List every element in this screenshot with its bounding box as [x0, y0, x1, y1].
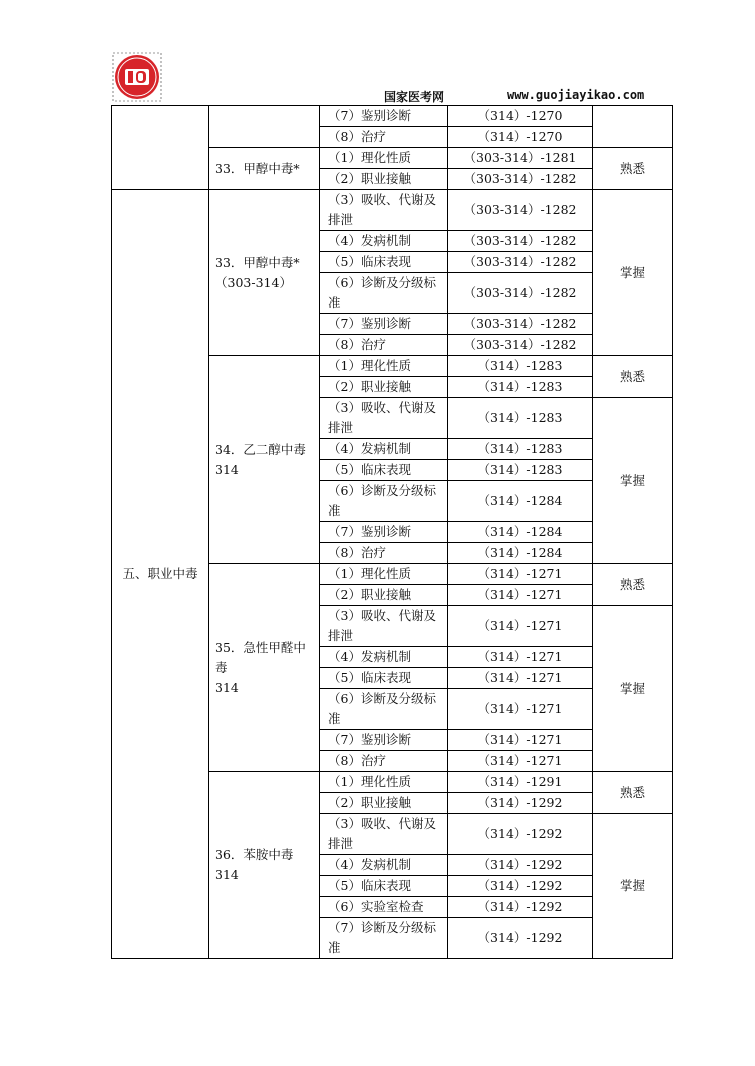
- code-cell: （314）-1271: [448, 689, 593, 730]
- disease-code: 314: [215, 461, 239, 477]
- site-url[interactable]: www.guojiayikao.com: [507, 88, 645, 102]
- code-cell: （314）-1292: [448, 897, 593, 918]
- item-line: 排泄: [328, 420, 354, 435]
- item-line: （6）诊断及分级标: [328, 483, 436, 498]
- code-cell: （303-314）-1282: [448, 252, 593, 273]
- item-line: 排泄: [328, 628, 354, 643]
- item-cell: （5）临床表现: [320, 460, 448, 481]
- item-cell: （5）临床表现: [320, 252, 448, 273]
- code-cell: （314）-1283: [448, 356, 593, 377]
- item-line: 准: [328, 940, 341, 955]
- code-cell: （314）-1292: [448, 793, 593, 814]
- item-line: （6）诊断及分级标: [328, 275, 436, 290]
- disease-code: 314: [215, 679, 239, 695]
- code-cell: （314）-1271: [448, 564, 593, 585]
- requirement-cell: 掌握: [593, 190, 673, 356]
- requirement-cell: 熟悉: [593, 356, 673, 398]
- code-cell: （303-314）-1282: [448, 169, 593, 190]
- item-cell: （4）发病机制: [320, 855, 448, 876]
- item-cell: （5）临床表现: [320, 668, 448, 689]
- item-line: （3）吸收、代谢及: [328, 608, 436, 623]
- disease-code: （303-314）: [215, 274, 292, 290]
- item-cell: （2）职业接触: [320, 793, 448, 814]
- code-cell: （314）-1284: [448, 481, 593, 522]
- code-cell: （314）-1292: [448, 918, 593, 959]
- disease-cell: 33．甲醇中毒*: [209, 148, 320, 190]
- requirement-cell: 掌握: [593, 814, 673, 959]
- item-line: 排泄: [328, 836, 354, 851]
- disease-cell: [209, 190, 320, 356]
- code-cell: （303-314）-1282: [448, 231, 593, 252]
- item-cell: （8）治疗: [320, 335, 448, 356]
- item-cell: [320, 481, 448, 522]
- code-cell: （314）-1283: [448, 398, 593, 439]
- item-cell: （8）治疗: [320, 751, 448, 772]
- requirement-cell-empty: [593, 106, 673, 148]
- requirement-cell: 掌握: [593, 606, 673, 772]
- code-cell: （303-314）-1282: [448, 335, 593, 356]
- disease-name: 34．乙二醇中毒: [215, 441, 306, 457]
- requirement-cell: 熟悉: [593, 772, 673, 814]
- item-cell: （4）发病机制: [320, 231, 448, 252]
- code-cell: （314）-1271: [448, 585, 593, 606]
- item-line: 准: [328, 295, 341, 310]
- code-cell: （314）-1283: [448, 377, 593, 398]
- item-line: 准: [328, 711, 341, 726]
- code-cell: （314）-1292: [448, 814, 593, 855]
- disease-cell: [209, 564, 320, 772]
- item-cell: [320, 273, 448, 314]
- item-cell: （4）发病机制: [320, 439, 448, 460]
- code-cell: （314）-1271: [448, 668, 593, 689]
- item-cell: （2）职业接触: [320, 169, 448, 190]
- code-cell: （314）-1283: [448, 439, 593, 460]
- code-cell: （314）-1284: [448, 522, 593, 543]
- item-cell: （6）实验室检查: [320, 897, 448, 918]
- item-cell: [320, 814, 448, 855]
- item-line: 排泄: [328, 212, 354, 227]
- item-cell: （7）鉴别诊断: [320, 522, 448, 543]
- item-cell: （7）鉴别诊断: [320, 106, 448, 127]
- disease-cell: [209, 356, 320, 564]
- item-cell: （5）临床表现: [320, 876, 448, 897]
- code-cell: （314）-1283: [448, 460, 593, 481]
- requirement-cell: 熟悉: [593, 564, 673, 606]
- item-cell: [320, 190, 448, 231]
- item-cell: （1）理化性质: [320, 148, 448, 169]
- code-cell: （314）-1271: [448, 647, 593, 668]
- item-cell: （2）职业接触: [320, 377, 448, 398]
- item-cell: （1）理化性质: [320, 772, 448, 793]
- item-line: 准: [328, 503, 341, 518]
- code-cell: （314）-1292: [448, 876, 593, 897]
- item-cell: [320, 689, 448, 730]
- item-line: （3）吸收、代谢及: [328, 816, 436, 831]
- requirement-cell: 熟悉: [593, 148, 673, 190]
- code-cell: （303-314）-1282: [448, 190, 593, 231]
- disease-code: 314: [215, 867, 239, 882]
- site-logo: [112, 52, 162, 102]
- item-cell: （2）职业接触: [320, 585, 448, 606]
- item-line: （7）诊断及分级标: [328, 920, 436, 935]
- disease-cell: [209, 772, 320, 959]
- code-cell: （314）-1270: [448, 106, 593, 127]
- code-cell: （314）-1270: [448, 127, 593, 148]
- code-cell: （314）-1291: [448, 772, 593, 793]
- item-cell: （8）治疗: [320, 127, 448, 148]
- item-cell: [320, 398, 448, 439]
- item-cell: （1）理化性质: [320, 564, 448, 585]
- category-cell-empty: [112, 106, 209, 190]
- code-cell: （314）-1284: [448, 543, 593, 564]
- code-cell: （314）-1292: [448, 855, 593, 876]
- item-cell: （4）发病机制: [320, 647, 448, 668]
- item-cell: （8）治疗: [320, 543, 448, 564]
- code-cell: （314）-1271: [448, 730, 593, 751]
- code-cell: （303-314）-1282: [448, 273, 593, 314]
- disease-cell-empty: [209, 106, 320, 148]
- item-cell: [320, 918, 448, 959]
- syllabus-table: [111, 105, 673, 959]
- item-cell: （1）理化性质: [320, 356, 448, 377]
- code-cell: （303-314）-1282: [448, 314, 593, 335]
- item-cell: [320, 606, 448, 647]
- disease-name: 36．苯胺中毒: [215, 847, 294, 862]
- item-cell: （7）鉴别诊断: [320, 730, 448, 751]
- disease-name: 33．甲醇中毒*: [215, 254, 300, 270]
- category-cell: 五、职业中毒: [112, 190, 209, 959]
- code-cell: （303-314）-1281: [448, 148, 593, 169]
- disease-name: 35．急性甲醛中: [215, 639, 306, 655]
- item-line: （6）诊断及分级标: [328, 691, 436, 706]
- item-line: （3）吸收、代谢及: [328, 192, 436, 207]
- site-title: 国家医考网: [384, 90, 445, 104]
- item-line: （3）吸收、代谢及: [328, 400, 436, 415]
- requirement-cell: 掌握: [593, 398, 673, 564]
- disease-name-cont: 毒: [215, 659, 228, 675]
- item-cell: （7）鉴别诊断: [320, 314, 448, 335]
- code-cell: （314）-1271: [448, 606, 593, 647]
- code-cell: （314）-1271: [448, 751, 593, 772]
